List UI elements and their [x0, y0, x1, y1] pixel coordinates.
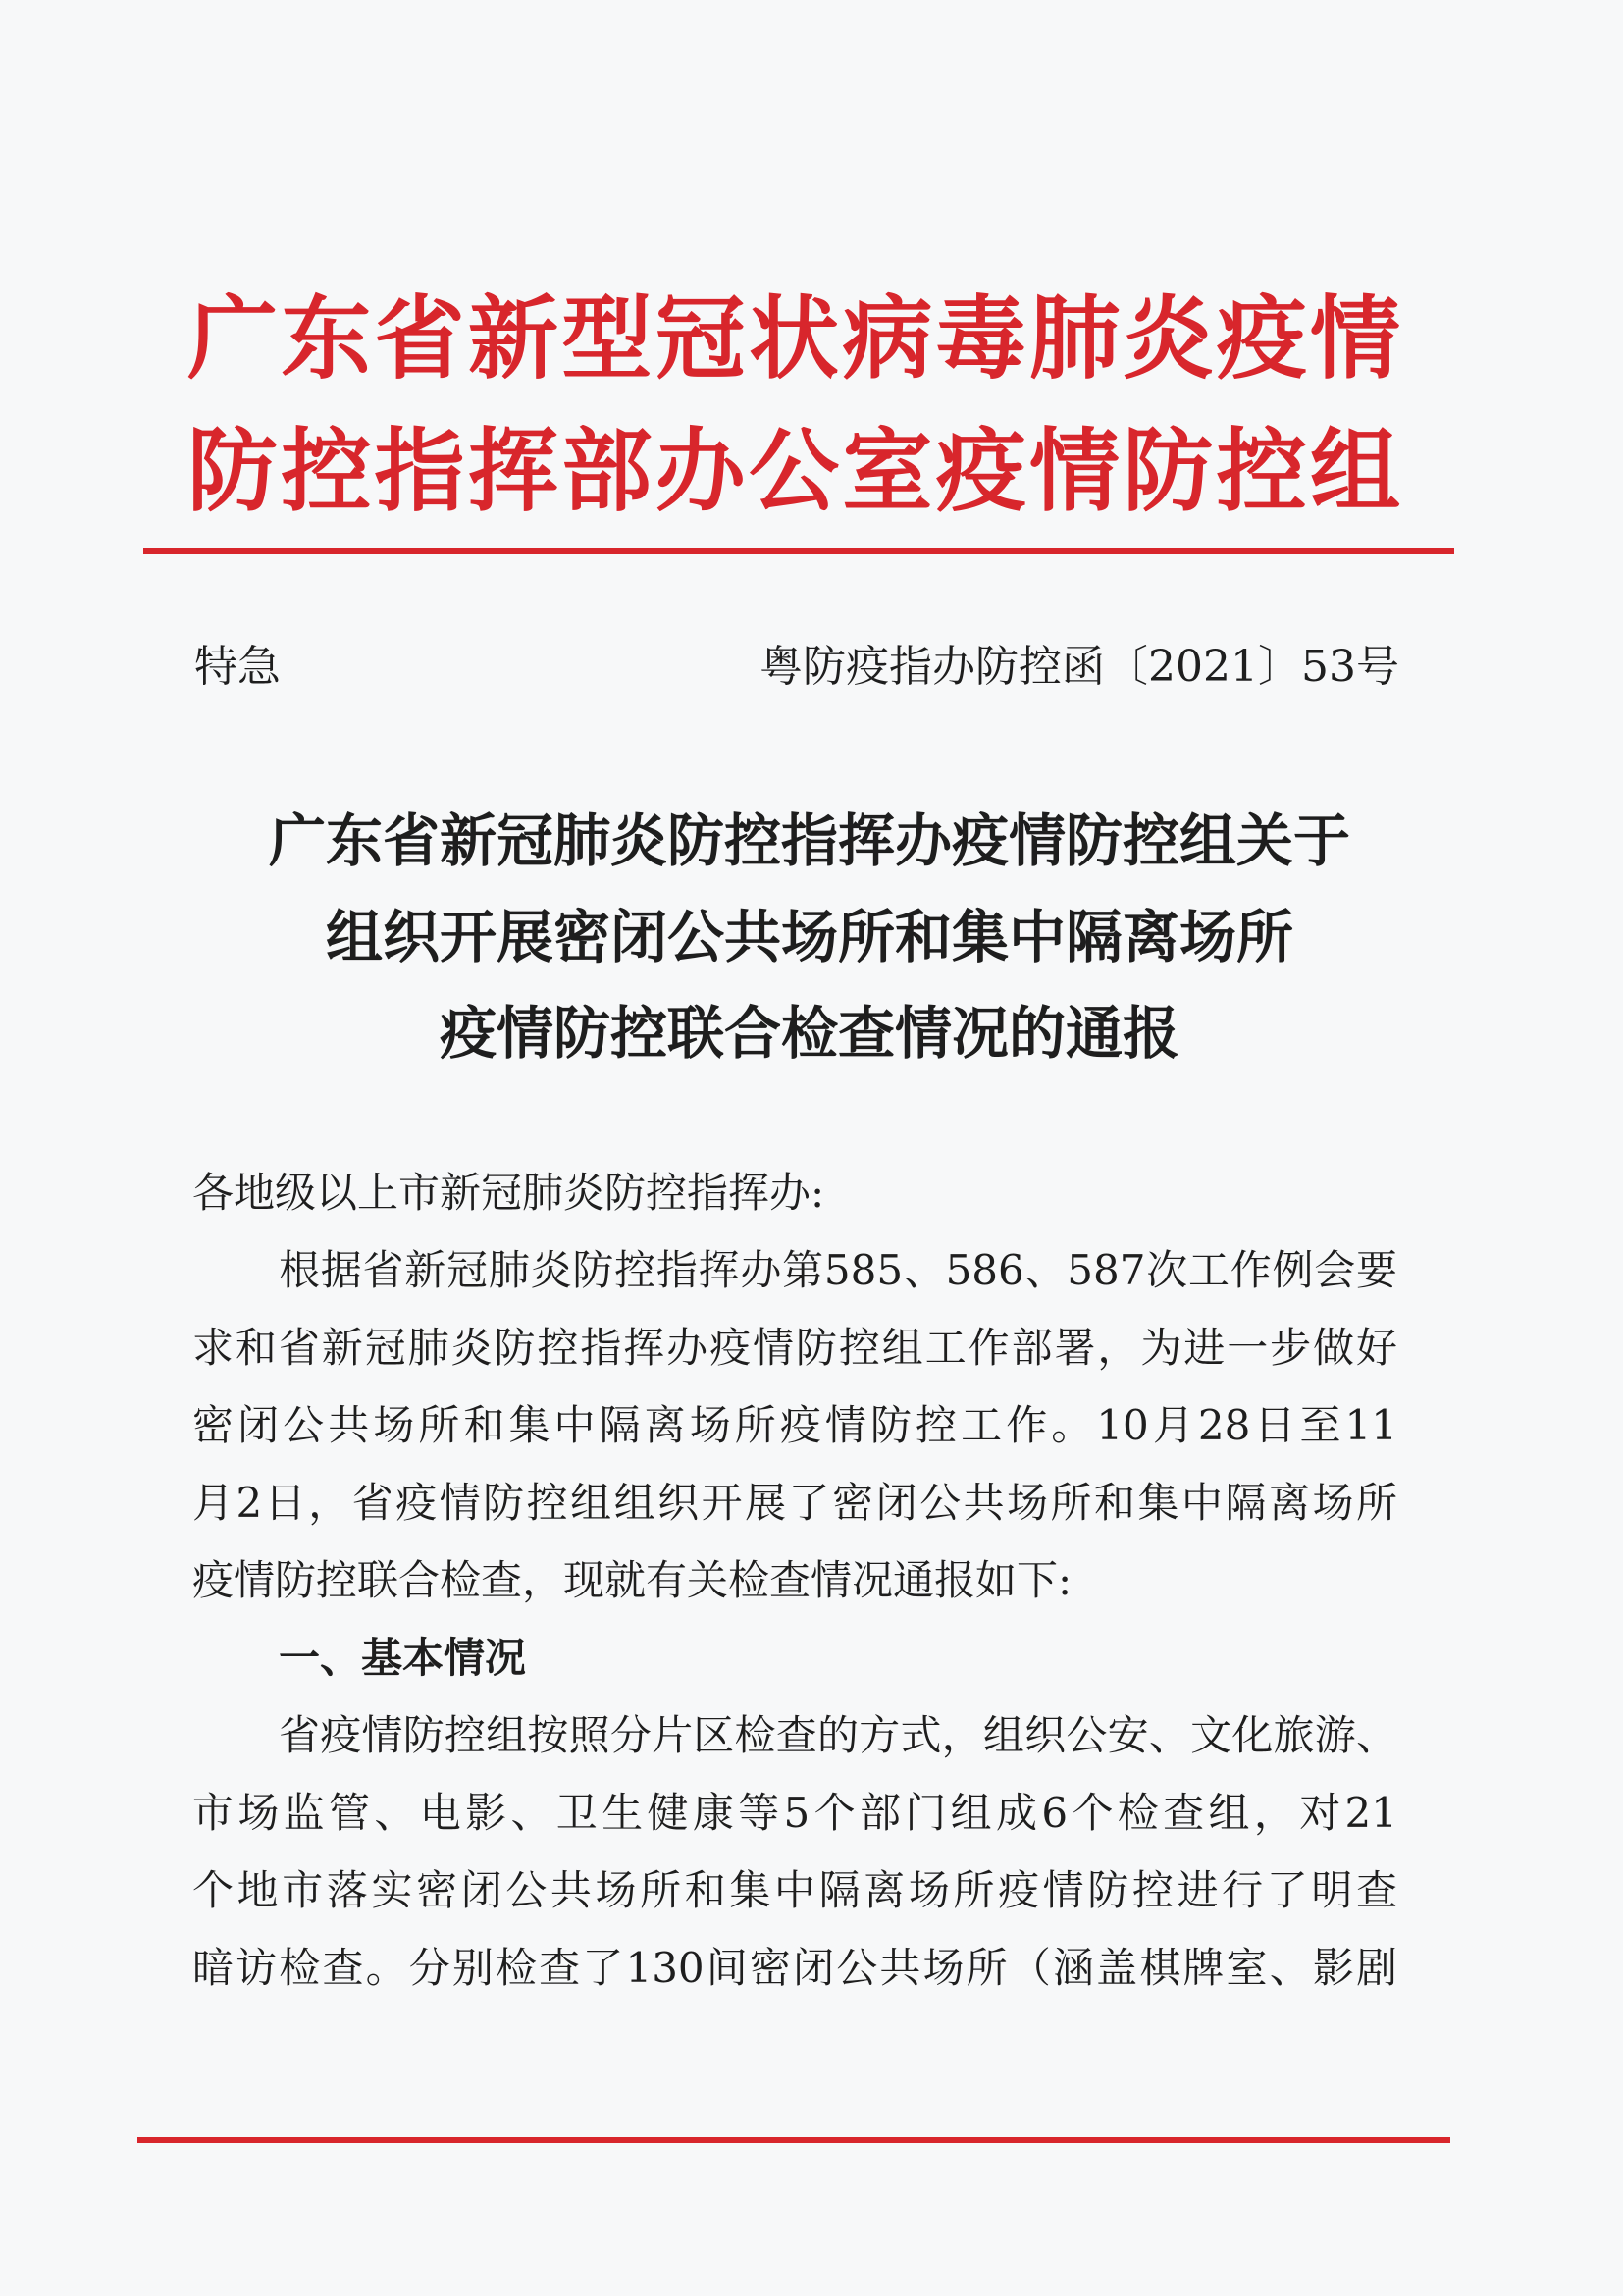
urgency-label: 特急 — [194, 642, 281, 692]
letterhead-line-1: 广东省新型冠状病毒肺炎疫情 — [187, 286, 1400, 391]
body-line: 市场监管、电影、卫生健康等5个部门组成6个检查组，对21 — [192, 1789, 1397, 1837]
body-line: 疫情防控联合检查，现就有关检查情况通报如下: — [192, 1556, 1073, 1604]
body-line: 根据省新冠肺炎防控指挥办第585、586、587次工作例会要 — [279, 1246, 1397, 1294]
body-line: 个地市落实密闭公共场所和集中隔离场所疫情防控进行了明查 — [192, 1866, 1397, 1914]
document-number: 粤防疫指办防控函〔2021〕53号 — [759, 642, 1399, 692]
document-title-line-1: 广东省新冠肺炎防控指挥办疫情防控组关于 — [268, 808, 1350, 874]
document-title-line-2: 组织开展密闭公共场所和集中隔离场所 — [325, 904, 1293, 970]
letterhead-line-2: 防控指挥部办公室疫情防控组 — [187, 418, 1400, 524]
header-red-rule — [143, 548, 1454, 554]
body-line: 暗访检查。分别检查了130间密闭公共场所（涵盖棋牌室、影剧 — [192, 1944, 1397, 1992]
footer-red-rule — [137, 2137, 1450, 2143]
salutation: 各地级以上市新冠肺炎防控指挥办: — [192, 1169, 825, 1217]
body-line: 密闭公共场所和集中隔离场所疫情防控工作。10月28日至11 — [192, 1401, 1397, 1449]
body-line: 月2日，省疫情防控组组织开展了密闭公共场所和集中隔离场所 — [192, 1479, 1397, 1527]
body-line: 省疫情防控组按照分片区检查的方式，组织公安、文化旅游、 — [279, 1711, 1397, 1759]
document-title-line-3: 疫情防控联合检查情况的通报 — [439, 1000, 1179, 1067]
section-heading: 一、基本情况 — [279, 1634, 527, 1682]
body-line: 求和省新冠肺炎防控指挥办疫情防控组工作部署，为进一步做好 — [192, 1324, 1397, 1372]
